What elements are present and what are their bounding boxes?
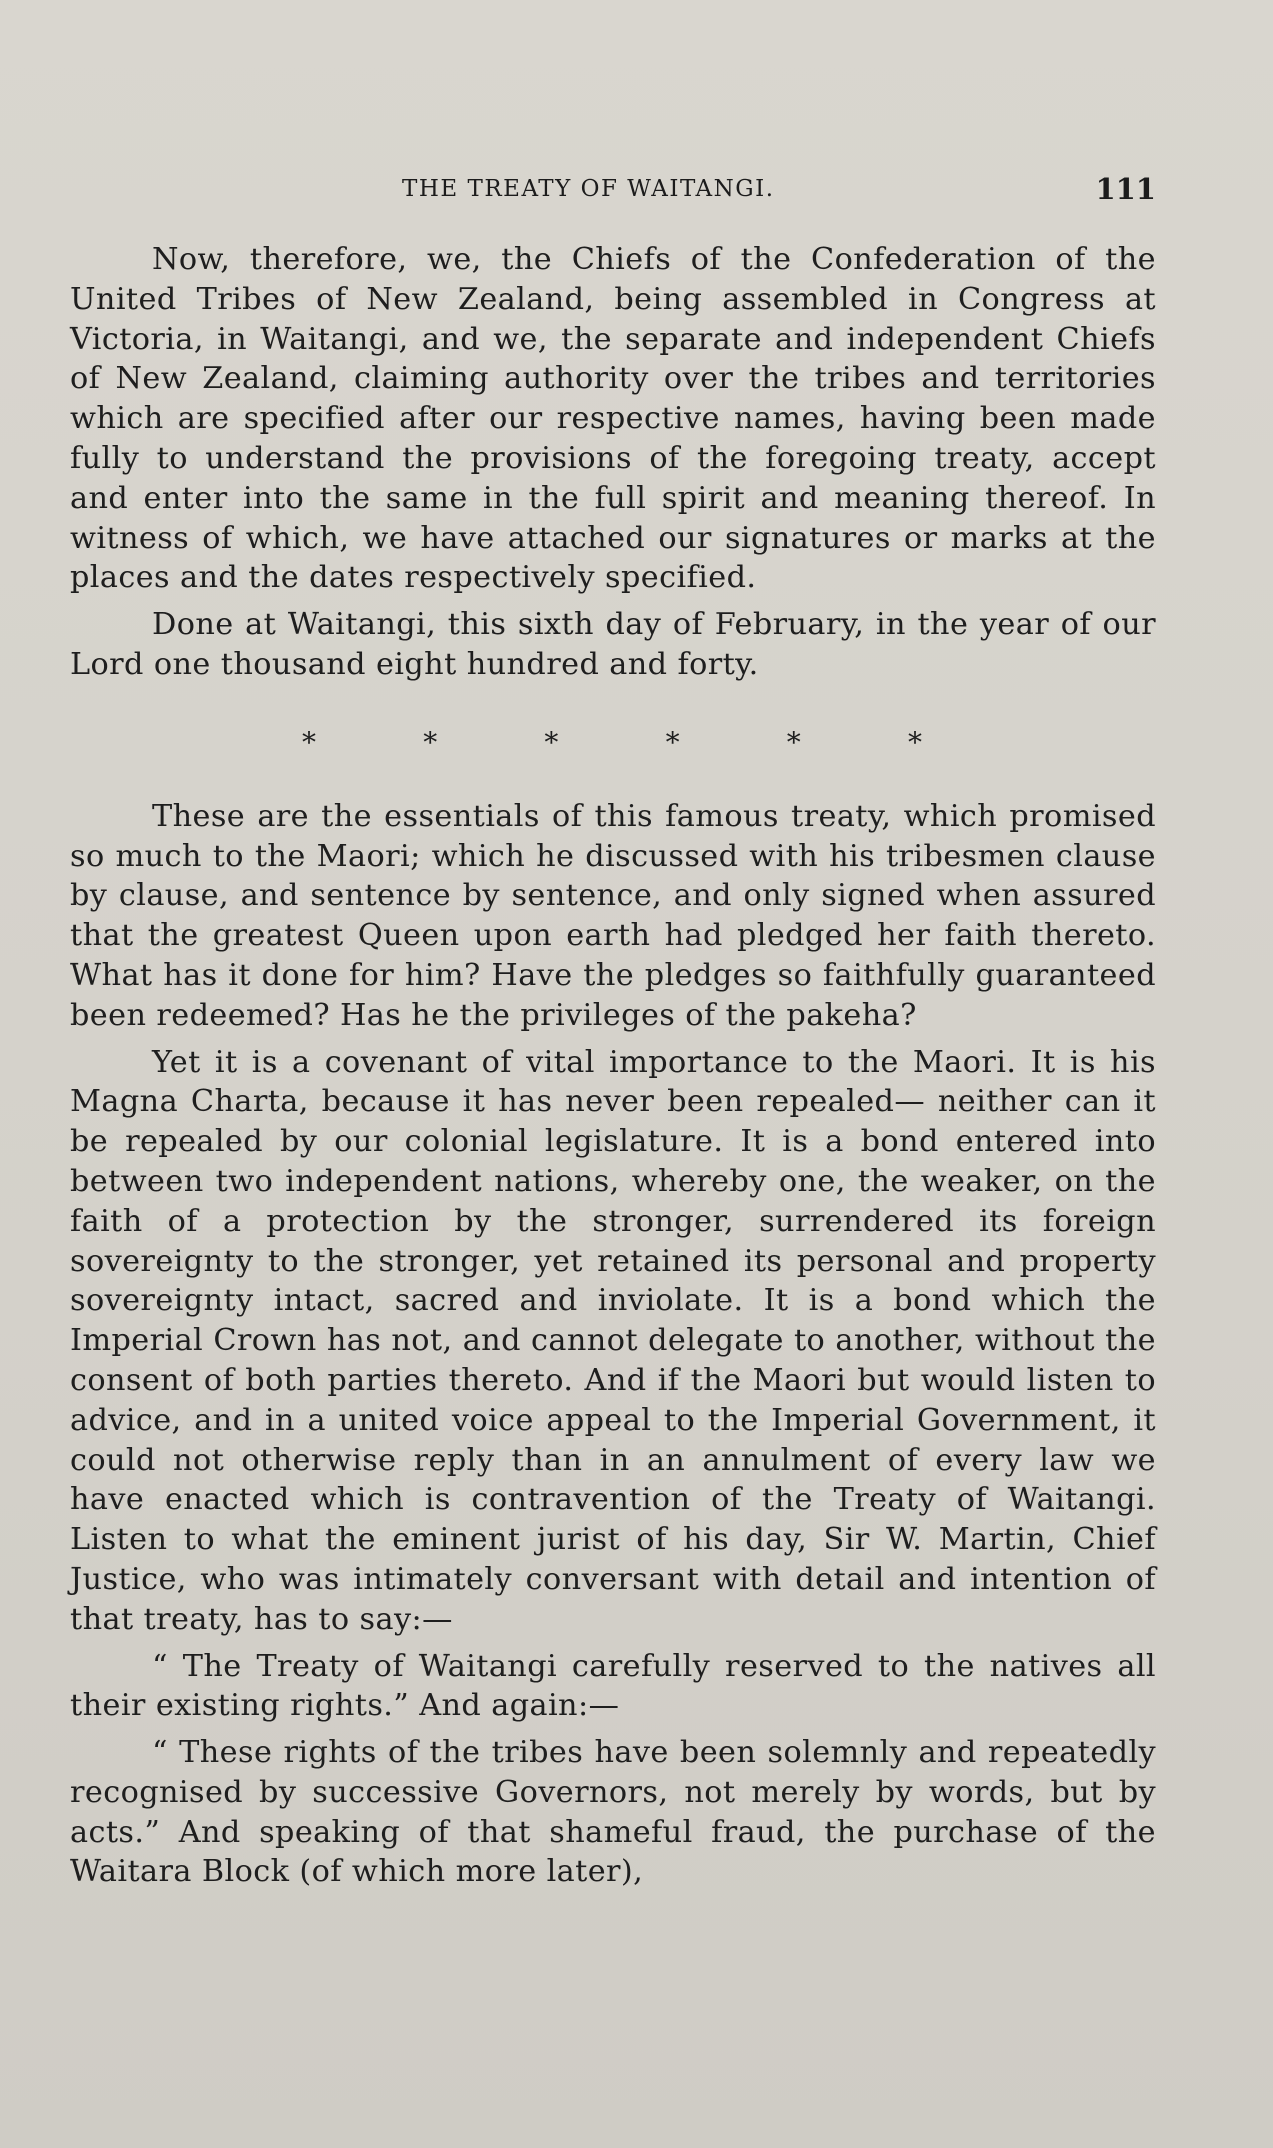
- running-title: THE TREATY OF WAITANGI.: [402, 176, 775, 202]
- paragraph: Yet it is a covenant of vital importance to the Maori. It is his Magna Charta, because it has never been repealed— neither can it be repealed by our colonial legislature. It is a bond entered into between two independent nations, whereby one, the weaker, on the faith of a protection by the stronger, surrendered its foreign sovereignty to the stronger, yet retained its personal and property sovereignty intact, sacred and inviolate. It is a bond which the Imperial Crown has not, and cannot delegate to another, without the consent of both parties thereto. And if the Maori but would listen to advice, and in a united voice appeal to the Imperial Government, it could not otherwise reply than in an annulment of every law we have enacted which is contravention of the Treaty of Waitangi. Listen to what the eminent jurist of his day, Sir W. Martin, Chief Justice, who was intimately conversant with detail and intention of that treaty, has to say:—: [70, 1044, 1156, 1637]
- paragraph: Now, therefore, we, the Chiefs of the Confederation of the United Tribes of New Zealand, being assembled in Congress at Victoria, in Waitangi, and we, the separate and independent Chiefs of New Zealand, claiming authority over the tribes and territories which are specified after our respective names, having been made fully to understand the provisions of the foregoing treaty, accept and enter into the same in the full spirit and meaning thereof. In witness of which, we have attached our signatures or marks at the places and the dates respectively specified.: [70, 242, 1156, 596]
- paragraph: Done at Waitangi, this sixth day of February, in the year of our Lord one thousand eight hundred and forty.: [70, 607, 1156, 682]
- asterisk: *: [907, 725, 922, 759]
- body-text: [70, 240, 1156, 1899]
- page-number: 111: [1095, 172, 1156, 206]
- page-header: [70, 172, 1156, 212]
- asterisk: *: [665, 725, 680, 759]
- paragraph: “ The Treaty of Waitangi carefully reserved to the natives all their existing rights.” And again:—: [70, 1648, 1156, 1724]
- asterisk: *: [302, 725, 316, 759]
- section-separator: [302, 725, 922, 761]
- paragraph: These are the essentials of this famous treaty, which promised so much to the Maori; which he discussed with his tribesmen clause by clause, and sentence by sentence, and only signed when assured that the greatest Queen upon earth had pledged her faith thereto. What has it done for him? Have the pledges so faithfully guaranteed been redeemed? Has he the privileges of the pakeha?: [70, 798, 1156, 1033]
- asterisk: *: [786, 725, 801, 759]
- asterisk: *: [423, 725, 438, 759]
- paragraph: “ These rights of the tribes have been solemnly and repeatedly recognised by successive Governors, not merely by words, but by acts.” And speaking of that shameful fraud, the purchase of the Waitara Block (of which more later),: [70, 1735, 1156, 1890]
- asterisk: *: [544, 725, 559, 759]
